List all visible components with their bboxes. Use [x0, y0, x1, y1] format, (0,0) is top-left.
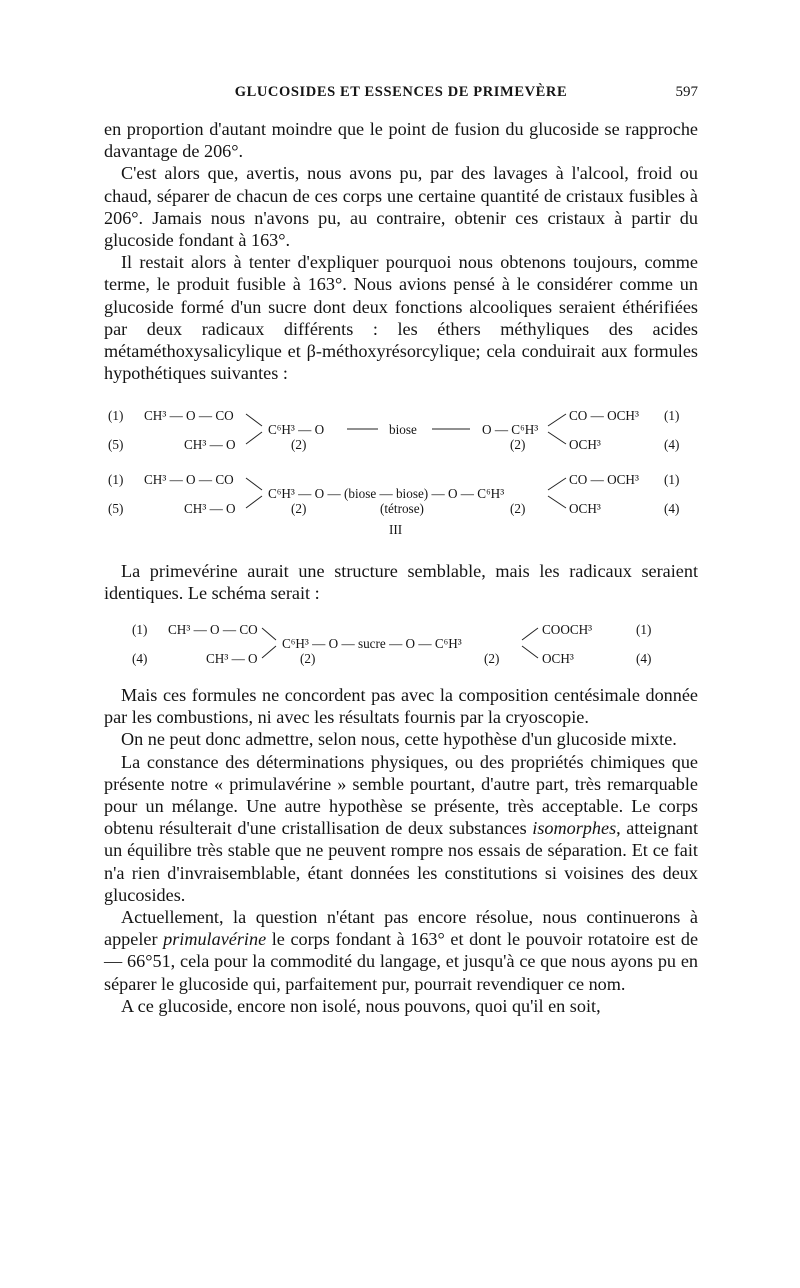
substituent: CH³ — O — CO: [168, 622, 258, 637]
substituent: CO — OCH³: [569, 472, 639, 487]
text-run: le corps fondant à 163° et dont le pouvoir rotatoire est de — 66°51, cela pour la commodité du langage, et jusqu'à ce que nous ayons pu en séparer le glucoside qui, parfaitement pur, pourrait revendiquer ce nom.: [104, 929, 699, 994]
substituent: CH³ — O — CO: [144, 472, 234, 487]
position-label: (4): [664, 501, 680, 516]
position-label: (4): [132, 651, 148, 666]
position-label: (1): [108, 472, 124, 487]
position-label: (2): [484, 651, 500, 666]
paragraph: A ce glucoside, encore non isolé, nous pouvons, quoi qu'il en soit,: [121, 995, 601, 1016]
substituent: COOCH³: [542, 622, 593, 637]
ring-group: C⁶H³ — O: [268, 422, 325, 437]
paragraph: [104, 906, 698, 995]
formula-3: [0, 622, 800, 678]
substituent: CH³ — O: [184, 501, 236, 516]
position-label: (5): [108, 501, 124, 516]
position-label: (2): [510, 501, 526, 516]
position-label: (4): [636, 651, 652, 666]
substituent: CH³ — O: [184, 437, 236, 452]
paragraph: La primevérine aurait une structure semblable, mais les radicaux seraient identiques. Le schéma serait :: [104, 561, 698, 604]
chain: C⁶H³ — O — (biose — biose) — O — C⁶H³: [268, 486, 505, 501]
substituent: CH³ — O: [206, 651, 258, 666]
substituent: OCH³: [569, 501, 601, 516]
paragraph: C'est alors que, avertis, nous avons pu, par des lavages à l'alcool, froid ou chaud, séparer de chacun de ces corps une certaine quantité de cristaux fusibles à 206°. Jamais nous n'avons pu, au contraire, obtenir ces cristaux à partir du glucoside fondant à 163°.: [104, 163, 698, 251]
paragraph: On ne peut donc admettre, selon nous, cette hypothèse d'un glucoside mixte.: [121, 729, 677, 750]
substituent: CO — OCH³: [569, 408, 639, 423]
ring-group: O — C⁶H³: [482, 422, 539, 437]
page-header: [104, 84, 698, 108]
formula-1: [0, 408, 800, 464]
chain: C⁶H³ — O — sucre — O — C⁶H³: [282, 636, 462, 651]
formula-2: [0, 472, 800, 554]
text-block-mid: [104, 560, 698, 604]
formula-label: III: [389, 522, 403, 537]
position-label: (2): [300, 651, 316, 666]
position-label: (4): [664, 437, 680, 452]
page-number: 597: [675, 84, 698, 100]
substituent: CH³ — O — CO: [144, 408, 234, 423]
position-label: (2): [291, 437, 307, 452]
emphasis: primulavérine: [163, 929, 267, 950]
position-label: (2): [291, 501, 307, 516]
position-label: (5): [108, 437, 124, 452]
paragraph: en proportion d'autant moindre que le point de fusion du glucoside se rapproche davantage de 206°.: [104, 119, 698, 162]
substituent: OCH³: [542, 651, 574, 666]
text-run: , atteignant un équilibre très stable que ne peuvent rompre nos essais de séparation. Et ce fait n'a rien d'invraisemblable, étant données les constitutions si voisines des deux glucosides.: [104, 818, 699, 905]
position-label: (1): [108, 408, 124, 423]
sugar-name: (tétrose): [380, 501, 424, 516]
position-label: (1): [664, 472, 680, 487]
substituent: OCH³: [569, 437, 601, 452]
text-run: Actuellement, la question n'étant pas encore résolue, nous continuerons à appeler: [104, 907, 698, 950]
paragraph: [104, 751, 698, 906]
emphasis: isomorphes: [532, 818, 617, 839]
running-title: GLUCOSIDES ET ESSENCES DE PRIMEVÈRE: [234, 84, 568, 100]
text-run: La constance des déterminations physiques, ou des propriétés chimiques que présente notre « primulavérine » semble pourtant, d'autre part, très remarquable pour un mélange. Une autre hypothèse se présente, très acceptable. Le corps obtenu résulterait d'une cristallisation de deux substances: [104, 751, 698, 839]
paragraph: Mais ces formules ne concordent pas avec la composition centésimale donnée par les combustions, ni avec les résultats fournis par la cryoscopie.: [104, 685, 698, 728]
paragraph: Il restait alors à tenter d'expliquer pourquoi nous obtenons toujours, comme terme, le produit fusible à 163°. Nous avions pensé à le considérer comme un glucoside formé d'un sucre dont deux fonctions alcooliques seraient éthérifiées par deux radicaux différents : les éthers méthyliques des acides métaméthoxysalicylique et β-méthoxyrésorcylique; cela conduirait aux formules hypothétiques suivantes :: [104, 252, 698, 384]
position-label: (1): [636, 622, 652, 637]
text-block-top: [104, 118, 698, 384]
position-label: (1): [664, 408, 680, 423]
position-label: (2): [510, 437, 526, 452]
position-label: (1): [132, 622, 148, 637]
text-block-bottom: [104, 684, 698, 1017]
sugar: biose: [389, 422, 417, 437]
